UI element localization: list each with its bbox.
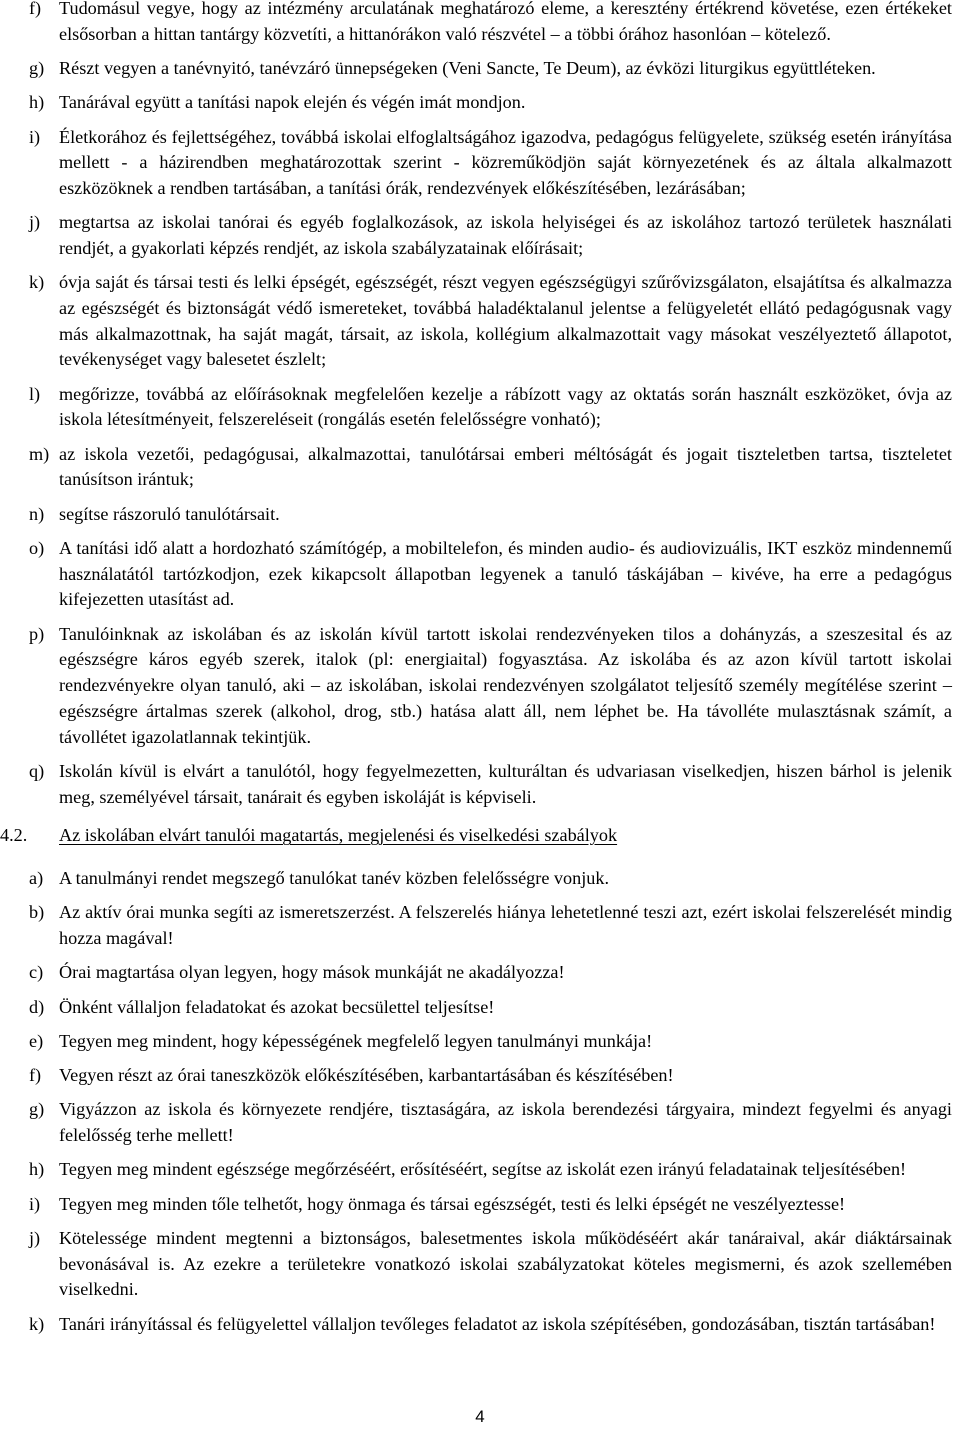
list-item	[0, 866, 952, 892]
list-item-label: e)	[29, 1030, 44, 1051]
list-item-label: d)	[29, 996, 45, 1017]
list-item-text: A tanulmányi rendet megszegő tanulókat tanév közben felelősségre vonjuk.	[59, 867, 610, 888]
list-item-text: megőrizze, továbbá az előírásoknak megfelelően kezelje a rábízott vagy az oktatás során használt eszközöket, óvja az iskola létesítményeit, felszereléseit (rongálás esetén felelősségre vonható);	[59, 383, 952, 430]
section-number: 4.2.	[0, 825, 28, 846]
list-item-text: Tegyen meg mindent egészsége megőrzéséért, erősítéséért, segítse az iskolát ezen irányú feladatainak teljesítésében!	[59, 1159, 907, 1180]
list-item-text: Tanárával együtt a tanítási napok elején és végén imát mondjon.	[59, 92, 526, 113]
list-item-text: Vigyázzon az iskola és környezete rendjére, tisztaságára, az iskola berendezési tárgyaira, mindezt fegyelmi és anyagi felelősség terhe mellett!	[59, 1099, 952, 1146]
list-item-text: Tegyen meg mindent, hogy képességének megfelelő legyen tanulmányi munkája!	[59, 1030, 653, 1051]
section-heading	[0, 823, 952, 849]
list-item-text: Iskolán kívül is elvárt a tanulótól, hogy fegyelmezetten, kulturáltan és udvariasan viselkedjen, hiszen bárhol is jelenik meg, személyével társait, tanárait és egyben iskoláját is képviseli.	[59, 760, 952, 807]
list-item-label: p)	[29, 623, 45, 644]
list-item-text: Tanári irányítással és felügyelettel vállaljon tevőleges feladatot az iskola szépítésében, gondozásában, tisztán tartásában!	[59, 1313, 936, 1334]
list-item-label: j)	[29, 212, 41, 233]
list-item	[0, 1063, 952, 1089]
list-item	[0, 1157, 952, 1183]
page-number: 4	[475, 1407, 485, 1426]
list-item-text: Életkorához és fejlettségéhez, továbbá iskolai elfoglaltságához igazodva, pedagógus felügyelete, szükség esetén irányítása mellett - a házirendben meghatározottak szerint - közreműködjön saját környezetének és az általa alkalmazott eszközöknek a rendben tartásában, a tanítási órák, rendezvények előkészítésében, lezárásában;	[59, 126, 952, 198]
list-item-label: g)	[29, 58, 45, 78]
list-item-text: megtartsa az iskolai tanórai és egyéb foglalkozások, az iskola helyiségei és az iskolához tartozó területek használati rendjét, a gyakorlati képzés rendjét, az iskola szabályzatainak előírásait;	[59, 212, 952, 258]
list-item-text: Önként vállaljon feladatokat és azokat becsülettel teljesítse!	[59, 996, 495, 1017]
list-item	[0, 900, 952, 951]
list-item-text: A tanítási idő alatt a hordozható számítógép, a mobiltelefon, és minden audio- és audiovizuális, IKT eszköz mindennemű használatától tartózkodjon, ezek kikapcsolt állapotban legyenek a tanuló táskájában – kivéve, ha erre a pedagógus kifejezetten utasítást ad.	[59, 538, 952, 610]
list-item	[0, 90, 952, 116]
list-item-text: Kötelessége mindent megtenni a biztonságos, balesetmentes iskola működéséért akár tanáraival, akár diáktársainak bevonásával is. Az ezekre a területekre vonatkozó iskolai szabályzatokat köteles megismerni, és azok szellemében viselkedni.	[59, 1228, 952, 1300]
list-item-label: h)	[29, 1159, 45, 1180]
section-title: Az iskolában elvárt tanulói magatartás, megjelenési és viselkedési szabályok	[59, 825, 618, 846]
list-item	[0, 536, 952, 613]
list-item-label: i)	[29, 126, 41, 147]
list-item-text: Részt vegyen a tanévnyitó, tanévzáró ünnepségeken (Veni Sancte, Te Deum), az évközi liturgikus együttléteken.	[59, 58, 876, 78]
list-item-text: segítse rászoruló tanulótársait.	[59, 503, 280, 524]
list-item	[0, 1226, 952, 1303]
list-item	[0, 210, 952, 261]
list-item-label: k)	[29, 1313, 45, 1334]
list-item-label: k)	[29, 272, 45, 293]
behavior-rules-list	[0, 866, 952, 1337]
list-item	[0, 1029, 952, 1055]
list-item-label: l)	[29, 383, 41, 404]
list-item-text: az iskola vezetői, pedagógusai, alkalmazottai, tanulótársai emberi méltóságát és jogait tiszteletben tartsa, tiszteletet tanúsítson irántuk;	[59, 443, 952, 490]
list-item-label: m)	[29, 443, 50, 464]
list-item	[0, 995, 952, 1021]
list-item-text: Tudomásul vegye, hogy az intézmény arculatának meghatározó eleme, a keresztény értékrend követése, ezen értékeket elsősorban a hittan tantárgy közvetíti, a hittanórákon való részvétel – a többi órához hasonlóan – kötelező.	[59, 0, 952, 44]
list-item-text: óvja saját és társai testi és lelki épségét, egészségét, részt vegyen egészségügyi szűrővizsgálaton, elsajátítsa és alkalmazza az egészségét és biztonságát védő ismereteket, továbbá haladéktalanul jelentse a felügyeletét ellátó pedagógusnak vagy más alkalmazottnak, ha saját magát, társait, az iskola, kollégium alkalmazottait vagy másokat veszélyeztető állapotot, tevékenységet vagy balesetet észlelt;	[59, 272, 952, 370]
list-item-label: g)	[29, 1099, 45, 1120]
list-item	[0, 270, 952, 373]
list-item-label: b)	[29, 902, 45, 923]
list-item-label: c)	[29, 962, 44, 983]
list-item	[0, 1192, 952, 1218]
list-item-text: Vegyen részt az órai taneszközök előkészítésében, karbantartásában és készítésében!	[59, 1065, 674, 1086]
list-item	[0, 759, 952, 810]
list-item-label: f)	[29, 1065, 42, 1086]
list-item	[0, 960, 952, 986]
list-item-label: i)	[29, 1193, 41, 1214]
list-item-label: a)	[29, 867, 44, 888]
list-item	[0, 502, 952, 528]
list-item	[0, 442, 952, 493]
list-item-text: Az aktív órai munka segíti az ismeretszerzést. A felszerelés hiánya lehetetlenné teszi azt, ezért iskolai felszerelését mindig hozza magával!	[59, 902, 952, 948]
list-item-label: n)	[29, 503, 45, 524]
list-item-text: Tanulóinknak az iskolában és az iskolán kívül tartott iskolai rendezvényeken tilos a dohányzás, a szeszesital és az egészségre káros egyéb szerek, italok (pl: energiaital) fogyasztása. Az iskolába és az azon kívül tartott iskolai rendezvényekre olyan tanuló, aki – az iskolában, iskolai rendezvényen szolgálatot teljesítő személy megítélése szerint – egészségre ártalmas szerek (alkohol, drog, stb.) hatása alatt áll, nem léphet be. Ha távolléte mulasztásnak számít, a távollétet igazolatlannak tekintjük.	[59, 623, 952, 747]
list-item-text: Tegyen meg minden tőle telhetőt, hogy önmaga és társai egészségét, testi és lelki épségét ne veszélyeztesse!	[59, 1193, 846, 1214]
list-item	[0, 382, 952, 433]
list-item	[0, 125, 952, 202]
list-item-label: q)	[29, 760, 45, 781]
list-item-text: Órai magtartása olyan legyen, hogy mások munkáját ne akadályozza!	[59, 962, 565, 983]
list-item	[0, 622, 952, 751]
list-item	[0, 0, 952, 47]
list-item	[0, 1097, 952, 1148]
list-item-label: j)	[29, 1228, 41, 1248]
list-item-label: f)	[29, 0, 42, 18]
list-item-label: o)	[29, 538, 45, 558]
list-item-label: h)	[29, 92, 45, 113]
list-item	[0, 56, 952, 82]
list-item	[0, 1312, 952, 1338]
